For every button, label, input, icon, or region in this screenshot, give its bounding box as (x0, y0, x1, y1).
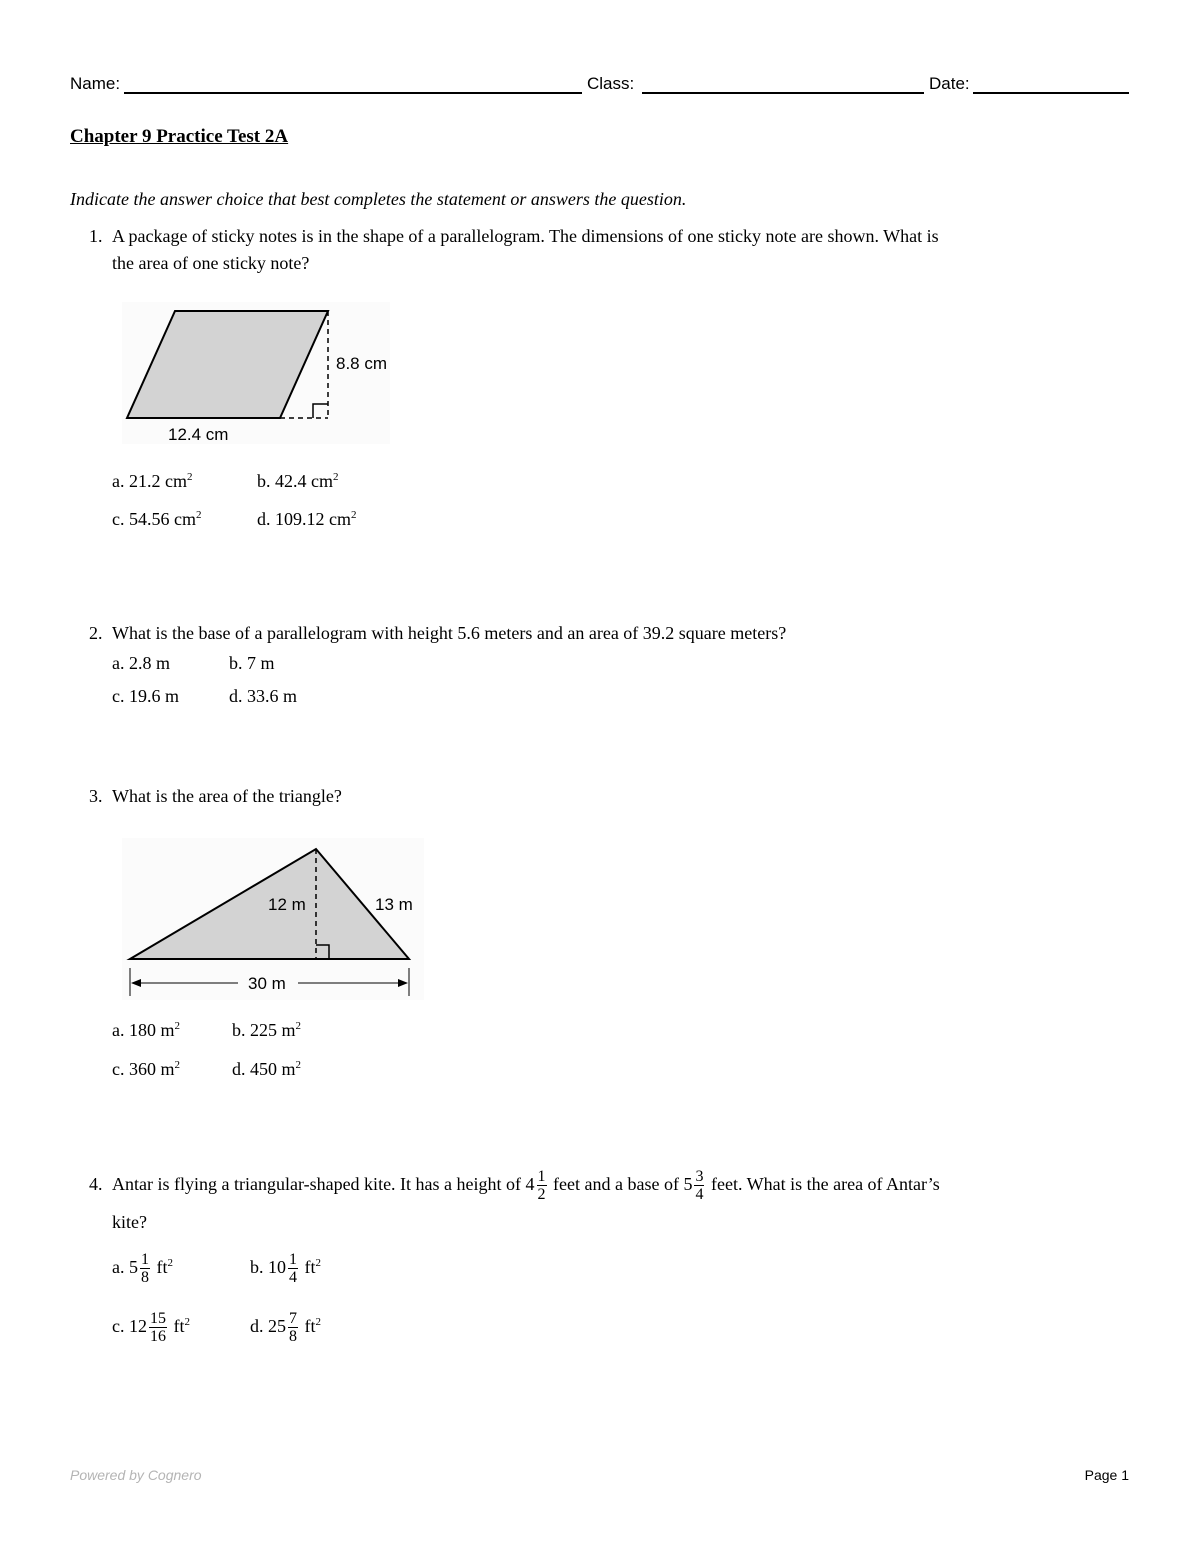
option-letter: b. (250, 1257, 264, 1277)
option-letter: d. (257, 509, 271, 529)
fraction (288, 1310, 298, 1345)
page-title: Chapter 9 Practice Test 2A (70, 126, 289, 147)
fraction-denominator: 4 (695, 1186, 704, 1204)
option-value: 225 m (250, 1020, 296, 1040)
option-value: 450 m (250, 1059, 296, 1079)
question-4-option-b[interactable] (250, 1244, 321, 1290)
question-1-option-d[interactable] (257, 509, 357, 530)
option-value: 7 m (247, 653, 275, 673)
fraction-denominator: 4 (289, 1269, 297, 1287)
question-3-option-c[interactable] (112, 1059, 180, 1080)
option-letter: c. (112, 509, 125, 529)
option-exponent: 2 (351, 509, 357, 521)
question-4-text (112, 1160, 940, 1208)
option-value: 19.6 m (129, 686, 180, 706)
question-3-option-a[interactable] (112, 1020, 180, 1041)
question-1-number: 1. (89, 226, 103, 246)
question-2-number: 2. (89, 623, 103, 643)
powered-by: Powered by Cognero (70, 1467, 202, 1483)
fraction-denominator: 8 (289, 1328, 297, 1346)
option-letter: c. (112, 1316, 125, 1336)
option-unit: ft (156, 1257, 168, 1277)
instructions: Indicate the answer choice that best completes the statement or answers the question. (70, 189, 687, 209)
option-letter: a. (112, 1020, 125, 1040)
name-label: Name: (70, 74, 121, 93)
question-2-option-d[interactable] (229, 686, 297, 707)
question-1-option-a[interactable] (112, 471, 193, 492)
option-value: 2.8 m (129, 653, 171, 673)
fraction-denominator: 8 (141, 1269, 149, 1287)
question-2-option-b[interactable] (229, 653, 275, 674)
question-3-option-d[interactable] (232, 1059, 301, 1080)
option-value: 33.6 m (247, 686, 298, 706)
option-value: 109.12 cm (275, 509, 351, 529)
option-unit: ft (304, 1316, 316, 1336)
question-1-text-cont: the area of one sticky note? (112, 253, 310, 273)
question-4-text-part3: feet. What is the area of Antar’s (710, 1174, 940, 1194)
triangle-figure (120, 836, 426, 1002)
option-whole: 12 (129, 1316, 147, 1336)
question-2-option-c[interactable] (112, 686, 179, 707)
fraction-numerator: 7 (289, 1310, 297, 1328)
name-field[interactable] (124, 92, 582, 94)
option-value: 21.2 cm (129, 471, 187, 491)
option-letter: a. (112, 653, 125, 673)
option-letter: d. (250, 1316, 264, 1336)
option-exponent: 2 (333, 471, 339, 483)
option-unit: ft (173, 1316, 185, 1336)
fraction (537, 1168, 547, 1203)
question-2-text: What is the base of a parallelogram with height 5.6 meters and an area of 39.2 square meters? (112, 623, 787, 643)
fraction (694, 1168, 704, 1203)
side-label: 13 m (375, 895, 413, 914)
option-letter: a. (112, 1257, 125, 1277)
question-3-option-b[interactable] (232, 1020, 301, 1041)
question-1-text: A package of sticky notes is in the shape of a parallelogram. The dimensions of one sticky note are shown. What is (112, 226, 939, 246)
option-exponent: 2 (174, 1020, 181, 1032)
height-label: 12 m (268, 895, 306, 914)
option-value: 42.4 cm (275, 471, 333, 491)
option-letter: b. (257, 471, 271, 491)
fraction-numerator: 1 (289, 1251, 297, 1269)
option-exponent: 2 (315, 1316, 321, 1328)
option-value: 54.56 cm (129, 509, 196, 529)
option-letter: d. (229, 686, 243, 706)
option-letter: b. (232, 1020, 246, 1040)
page-number: Page 1 (1084, 1467, 1129, 1483)
question-4-text-cont: kite? (112, 1212, 147, 1232)
fraction-numerator: 1 (141, 1251, 149, 1269)
option-exponent: 2 (187, 471, 193, 483)
question-4-option-c[interactable] (112, 1303, 190, 1349)
question-1-option-b[interactable] (257, 471, 339, 492)
option-value: 360 m (129, 1059, 175, 1079)
option-whole: 25 (268, 1316, 286, 1336)
option-letter: d. (232, 1059, 246, 1079)
option-exponent: 2 (295, 1020, 302, 1032)
question-3-number: 3. (89, 786, 103, 806)
class-field[interactable] (642, 92, 924, 94)
question-4-option-d[interactable] (250, 1303, 321, 1349)
option-exponent: 2 (184, 1316, 190, 1328)
base-label: 12.4 cm (168, 425, 229, 444)
question-4-text-part2: feet and a base of 5 (553, 1174, 693, 1194)
option-unit: ft (304, 1257, 316, 1277)
option-exponent: 2 (196, 509, 202, 521)
question-4-option-a[interactable] (112, 1244, 173, 1290)
date-label: Date: (929, 74, 970, 93)
option-value: 180 m (129, 1020, 175, 1040)
fraction-denominator: 16 (150, 1328, 166, 1346)
question-2-option-a[interactable] (112, 653, 170, 674)
class-label: Class: (587, 74, 635, 93)
option-letter: c. (112, 686, 125, 706)
option-exponent: 2 (174, 1059, 181, 1071)
option-whole: 10 (268, 1257, 286, 1277)
question-3-text: What is the area of the triangle? (112, 786, 342, 806)
height-label: 8.8 cm (336, 354, 388, 373)
option-exponent: 2 (315, 1257, 321, 1269)
option-exponent: 2 (167, 1257, 173, 1269)
date-field[interactable] (973, 92, 1129, 94)
question-4-number: 4. (89, 1174, 103, 1194)
option-letter: a. (112, 471, 125, 491)
fraction-numerator: 3 (695, 1168, 704, 1186)
fraction (149, 1310, 167, 1345)
option-letter: c. (112, 1059, 125, 1079)
option-exponent: 2 (295, 1059, 302, 1071)
parallelogram-figure (120, 300, 392, 448)
fraction (140, 1251, 150, 1286)
base-label: 30 m (248, 974, 286, 993)
fraction-numerator: 1 (537, 1168, 546, 1186)
fraction (288, 1251, 298, 1286)
option-letter: b. (229, 653, 243, 673)
question-1-option-c[interactable] (112, 509, 202, 530)
fraction-denominator: 2 (537, 1186, 546, 1204)
question-4-text-part1: Antar is flying a triangular-shaped kite. It has a height of 4 (112, 1174, 535, 1194)
option-whole: 5 (129, 1257, 138, 1277)
fraction-numerator: 15 (150, 1310, 166, 1328)
